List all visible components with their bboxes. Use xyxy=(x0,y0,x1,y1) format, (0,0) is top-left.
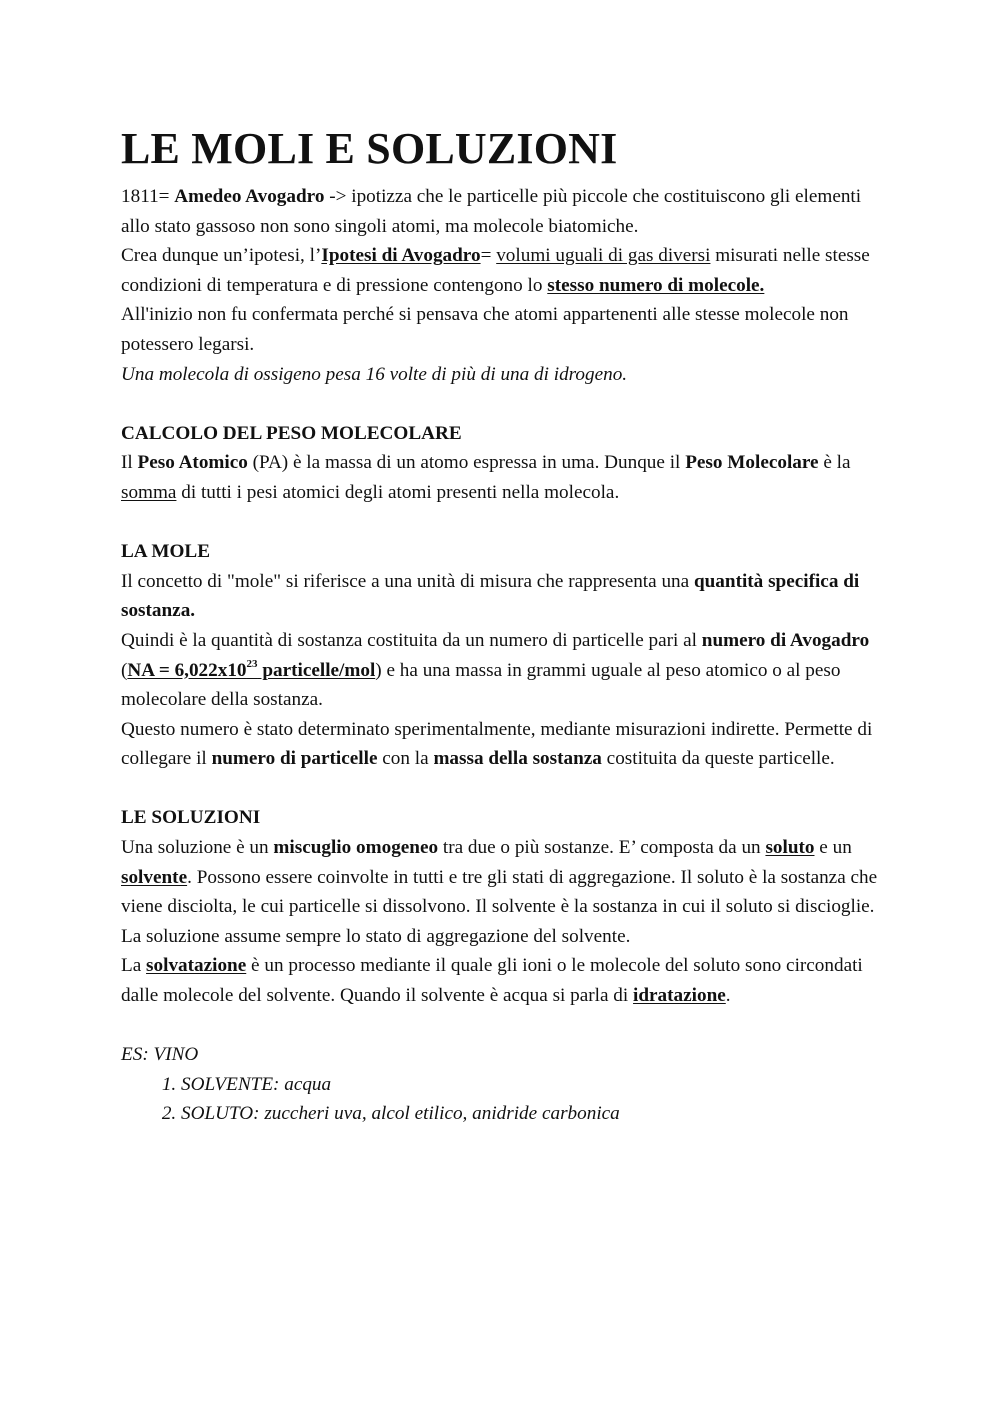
example-label: ES: VINO xyxy=(121,1044,199,1066)
example-sentence: Una molecola di ossigeno pesa 16 volte di più di una di idrogeno. xyxy=(121,363,628,385)
example-list xyxy=(121,1070,881,1129)
spacer xyxy=(121,1011,881,1041)
peso-paragraph: Il Peso Atomico (PA) è la massa di un atomo espressa in uma. Dunque il Peso Molecolare è la somma di tutti i pesi atomici degli atomi presenti nella molecola. xyxy=(121,452,851,503)
mole-measure-paragraph: Questo numero è stato determinato sperimentalmente, mediante misurazioni indirette. Permette di collegare il numero di particelle con la massa della sostanza costituita da queste particelle. xyxy=(121,718,873,770)
volumi-phrase: volumi uguali di gas diversi xyxy=(496,245,711,267)
mole-definition-paragraph: Il concetto di "mole" si riferisce a una unità di misura che rappresenta una quantità specifica di sostanza. xyxy=(121,570,860,622)
spacer xyxy=(121,774,881,804)
list-item: 1. SOLVENTE: acqua xyxy=(181,1070,881,1100)
avogadro-name: Amedeo Avogadro xyxy=(174,186,325,207)
intro-paragraph: 1811= Amedeo Avogadro -> ipotizza che le particelle più piccole che costituiscono gli elementi allo stato gassoso non sono singoli atomi, ma molecole biatomiche. xyxy=(121,186,862,237)
spacer xyxy=(121,389,881,419)
page-title: LE MOLI E SOLUZIONI xyxy=(121,124,618,173)
mole-avogadro-paragraph: Quindi è la quantità di sostanza costituita da un numero di particelle pari al numero di Avogadro ($NA = 6,022x10^{23}$ particelle/mol) e ha una massa in grammi uguale al peso atomico o al peso molecolare della sostanza. xyxy=(121,629,870,711)
list-item: 2. SOLUTO: zuccheri uva, alcol etilico, anidride carbonica xyxy=(181,1099,881,1129)
spacer xyxy=(121,508,881,538)
solvatazione-paragraph: La solvatazione è un processo mediante il quale gli ioni o le molecole del soluto sono circondati dalle molecole del solvente. Quando il solvente è acqua si parla di idratazione. xyxy=(121,955,863,1007)
section-heading-soluzioni: LE SOLUZIONI xyxy=(121,807,261,829)
section-heading-peso: CALCOLO DEL PESO MOLECOLARE xyxy=(121,422,462,444)
avogadro-number: NA = $6,022x10^{23}$ particelle/mol xyxy=(127,657,376,681)
inizio-paragraph: All'inizio non fu confermata perché si pensava che atomi appartenenti alle stesse molecole non potessero legarsi. xyxy=(121,304,849,355)
soluzioni-paragraph: Una soluzione è un miscuglio omogeneo tra due o più sostanze. E’ composta da un soluto e un solvente. Possono essere coinvolte in tutti e tre gli stati di aggregazione. Il soluto è la sostanza che viene disciolta, le cui particelle si dissolvono. Il solvente è la sostanza in cui il soluto si discioglie. La soluzione assume sempre lo stato di aggregazione del solvente. xyxy=(121,837,878,947)
hypothesis-paragraph: Crea dunque un’ipotesi, l’Ipotesi di Avogadro= volumi uguali di gas diversi misurati nelle stesse condizioni di temperatura e di pressione contengono lo stesso numero di molecole. xyxy=(121,245,870,296)
section-heading-mole: LA MOLE xyxy=(121,541,211,563)
avogadro-hypothesis-term: Ipotesi di Avogadro xyxy=(321,245,481,267)
document-body xyxy=(121,120,881,1129)
stesso-numero-phrase: stesso numero di molecole. xyxy=(547,274,765,296)
